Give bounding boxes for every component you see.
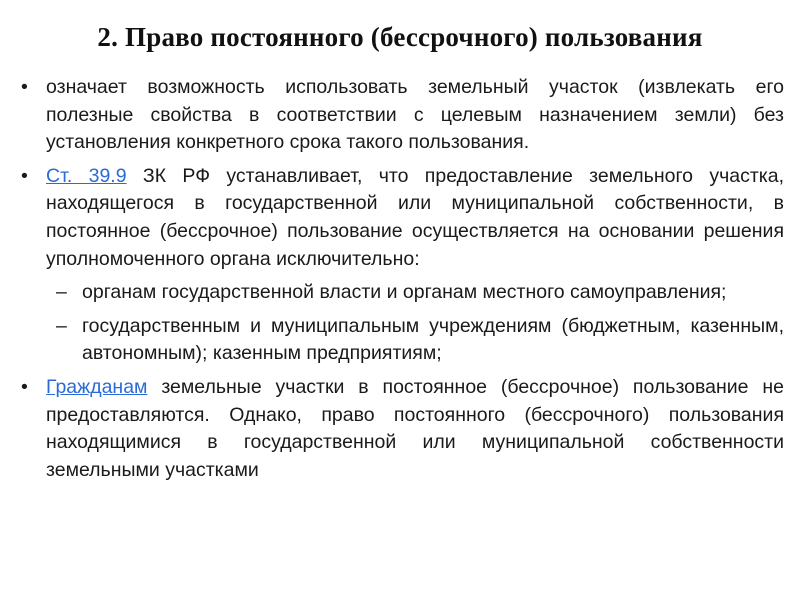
citizens-link[interactable]: Гражданам [46,375,148,398]
sub-item-institutions [20,313,784,368]
slide-content [20,74,784,490]
paragraph-article-text: ЗК РФ устанавливает, что предоставление земельного участка, находящегося в государственной или муниципальной собственности, в постоянное (бессрочное) пользование осуществляется на основании решения уполномоченного органа исключительно: [46,164,784,270]
paragraph-definition [20,74,784,157]
bullet-marker: • [21,164,28,187]
paragraph-definition-text: означает возможность использовать земельный участок (извлекать его полезные свойства в соответствии с целевым назначением земли) без установления конкретного срока такого пользования. [46,76,784,154]
sub-item-authorities-text: органам государственной власти и органам местного самоуправления; [82,281,727,304]
article-39-9-link[interactable]: Ст. 39.9 [46,164,127,187]
paragraph-citizens-text: земельные участки в постоянное (бессрочное) пользование не предоставляются. Однако, право постоянного (бессрочного) пользования находящимися в государственной или муниципальной собственности земельными участками [46,375,784,481]
slide-title: 2. Право постоянного (бессрочного) пользования [97,22,703,52]
bullet-marker: • [21,76,28,98]
sub-item-institutions-text: государственным и муниципальным учреждениям (бюджетным, казенным, автономным); казенным предприятиям; [82,314,784,365]
bullet-marker: • [21,375,28,398]
paragraph-citizens [20,374,784,484]
paragraph-article-39-9 [20,163,784,273]
dash-marker: – [56,281,67,304]
sub-item-authorities [20,279,784,307]
dash-marker: – [56,314,67,337]
